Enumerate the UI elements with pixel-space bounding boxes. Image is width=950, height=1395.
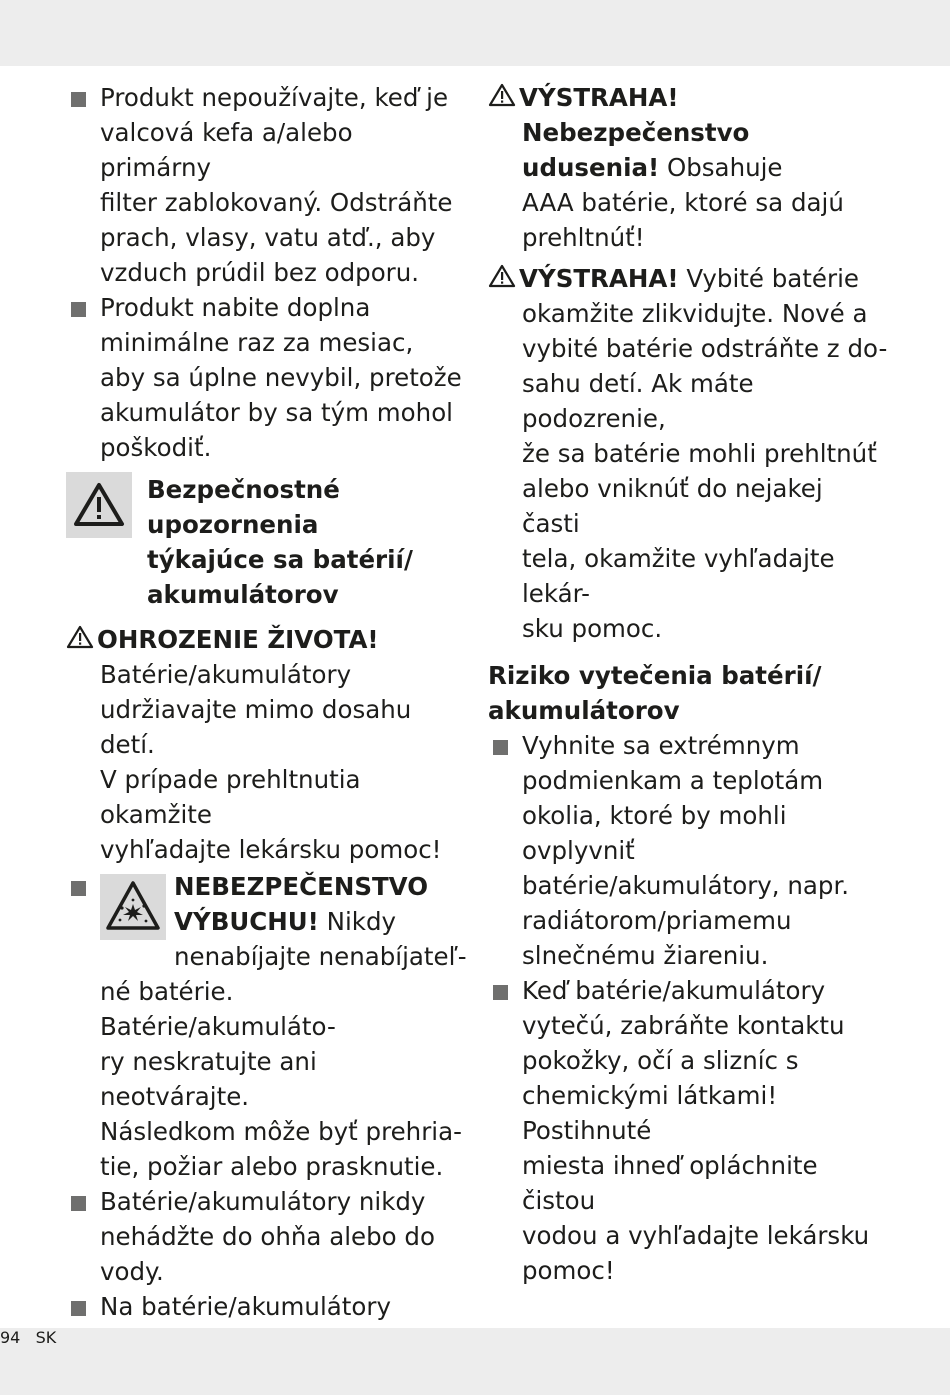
page-number — [0, 1328, 56, 1347]
bullet-line: vytečú, zabráňte kontaktu — [522, 1011, 845, 1040]
section-title: akumulátorov — [147, 580, 339, 609]
square-bullet-icon — [493, 740, 508, 755]
bullet-line: prach, vlasy, vatu atď., aby — [100, 223, 436, 252]
battery-safety-section — [66, 476, 468, 628]
section-title: upozornenia — [147, 510, 319, 539]
warning-text: Obsahuje — [659, 153, 783, 182]
danger-line: Batérie/akumulátory — [100, 660, 352, 689]
bullet-line: vodou a vyhľadajte lekársku — [522, 1221, 870, 1250]
bullet-line: batérie/akumulátory, napr. — [522, 871, 850, 900]
bullet-line: miesta ihneď opláchnite čistou — [522, 1151, 818, 1215]
warning-title: VÝSTRAHA! — [519, 264, 679, 293]
bullet-line: radiátorom/priamemu — [522, 906, 792, 935]
warning-line: sku pomoc. — [522, 614, 663, 643]
explosion-line: ry neskratujte ani neotvárajte. — [100, 1047, 317, 1111]
page-number-value: 94 — [0, 1328, 21, 1347]
explosion-word: Nikdy — [318, 907, 396, 936]
danger-line: udržiavajte mimo dosahu detí. — [100, 695, 412, 759]
warning-line: AAA batérie, ktoré sa dajú — [522, 188, 844, 217]
footer-band — [0, 1328, 950, 1395]
language-code: SK — [35, 1328, 57, 1347]
warning-heading — [488, 261, 888, 296]
bullet-line: pokožky, očí a slizníc s — [522, 1046, 799, 1075]
bullet-line: okolia, ktoré by mohli ovplyvniť — [522, 801, 787, 865]
bullet-line: podmienkam a teplotám — [522, 766, 824, 795]
explosion-title-line — [174, 904, 468, 939]
bullet-line: vzduch prúdil bez odporu. — [100, 258, 420, 287]
explosion-title: NEBEZPEČENSTVO — [174, 872, 429, 901]
section-title: akumulátorov — [488, 696, 680, 725]
warning-triangle-icon — [66, 472, 132, 538]
square-bullet-icon — [71, 881, 86, 896]
warning-triangle-icon — [66, 625, 94, 649]
bullet-line: vody. — [100, 1257, 164, 1286]
bullet-line: chemickými látkami! Postihnuté — [522, 1081, 778, 1145]
explosion-line: nenabíjajte nenabíjateľ- — [174, 942, 467, 971]
bullet-line: filter zablokovaný. Odstráňte — [100, 188, 453, 217]
suffocation-warning — [488, 80, 888, 255]
square-bullet-icon — [71, 1301, 86, 1316]
bullet-line: Na batérie/akumulátory — [100, 1292, 391, 1321]
list-item — [66, 80, 468, 290]
list-item — [488, 973, 888, 1288]
warning-line: vybité batérie odstráňte z do- — [522, 334, 888, 363]
danger-line: vyhľadajte lekársku pomoc! — [100, 835, 442, 864]
warning-line: alebo vniknúť do nejakej časti — [522, 474, 823, 538]
leak-section — [488, 658, 888, 728]
explosion-hazard-icon — [100, 874, 166, 940]
explosion-line: tie, požiar alebo prasknutie. — [100, 1152, 444, 1181]
bullet-line: poškodiť. — [100, 433, 212, 462]
warning-line — [522, 150, 888, 185]
warning-bold: udusenia! — [522, 153, 660, 182]
warning-line: okamžite zlikvidujte. Nové a — [522, 299, 868, 328]
list-item — [488, 728, 888, 973]
warning-line: prehltnúť! — [522, 223, 645, 252]
bullet-line: slnečnému žiareniu. — [522, 941, 769, 970]
bullet-line: Vyhnite sa extrémnym — [522, 731, 800, 760]
right-column — [488, 80, 888, 1288]
bullet-line: Batérie/akumulátory nikdy — [100, 1187, 426, 1216]
list-item — [66, 869, 468, 1184]
danger-warning — [66, 622, 468, 867]
square-bullet-icon — [71, 1196, 86, 1211]
list-item — [66, 1184, 468, 1289]
bullet-line: Produkt nabite doplna — [100, 293, 371, 322]
bullet-line: akumulátor by sa tým mohol — [100, 398, 453, 427]
warning-line: že sa batérie mohli prehltnúť — [522, 439, 877, 468]
bullet-line: nehádžte do ohňa alebo do — [100, 1222, 435, 1251]
bullet-line: aby sa úplne nevybil, pretože — [100, 363, 462, 392]
square-bullet-icon — [493, 985, 508, 1000]
danger-line: V prípade prehltnutia okamžite — [100, 765, 361, 829]
warning-triangle-icon — [488, 83, 516, 107]
danger-title: OHROZENIE ŽIVOTA! — [97, 625, 379, 654]
bullet-line: pomoc! — [522, 1256, 615, 1285]
square-bullet-icon — [71, 302, 86, 317]
header-band — [0, 0, 950, 66]
bullet-line: minimálne raz za mesiac, — [100, 328, 414, 357]
explosion-line: Následkom môže byť prehria- — [100, 1117, 462, 1146]
list-item — [66, 290, 468, 465]
warning-triangle-icon — [488, 264, 516, 288]
bullet-line: Produkt nepoužívajte, keď je — [100, 83, 449, 112]
section-title: Riziko vytečenia batérií/ — [488, 661, 822, 690]
bullet-line: valcová kefa a/alebo primárny — [100, 118, 353, 182]
warning-heading — [488, 80, 888, 115]
bullet-line: Keď batérie/akumulátory — [522, 976, 826, 1005]
warning-line: tela, okamžite vyhľadajte lekár- — [522, 544, 835, 608]
warning-text: Vybité batérie — [678, 264, 859, 293]
explosion-title: VÝBUCHU! — [174, 907, 319, 936]
warning-bold: Nebezpečenstvo — [522, 118, 750, 147]
section-title: týkajúce sa batérií/ — [147, 545, 413, 574]
warning-title: VÝSTRAHA! — [519, 83, 679, 112]
section-title: Bezpečnostné — [147, 475, 340, 504]
warning-line: sahu detí. Ak máte podozrenie, — [522, 369, 754, 433]
left-column — [66, 80, 468, 1394]
disposal-warning — [488, 261, 888, 646]
square-bullet-icon — [71, 92, 86, 107]
explosion-line: né batérie. Batérie/akumuláto- — [100, 977, 336, 1041]
